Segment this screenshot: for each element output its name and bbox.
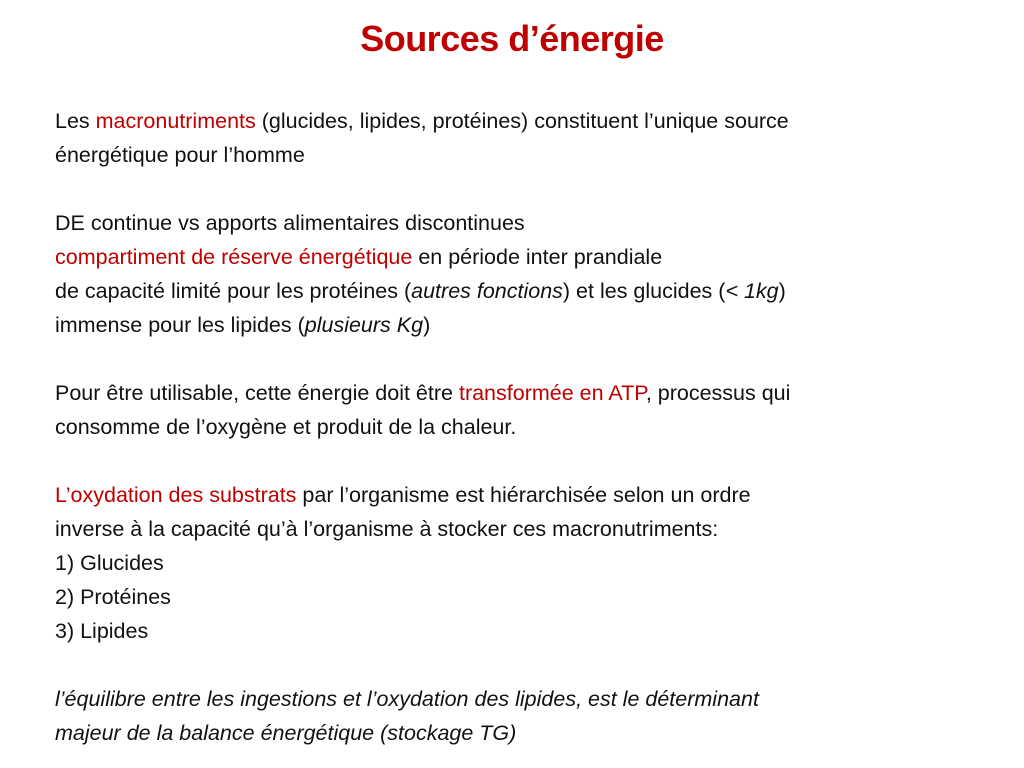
p3-line-1 <box>55 376 985 410</box>
p1-line-1 <box>55 104 985 138</box>
text-segment: , processus qui <box>645 381 791 405</box>
text-segment: de capacité limité pour les protéines ( <box>55 279 412 303</box>
p4-line-1 <box>55 478 985 512</box>
slide-title: Sources d’énergie <box>360 18 664 59</box>
italic-segment: autres fonctions <box>411 279 563 303</box>
p2-line-1: DE continue vs apports alimentaires discontinues <box>55 211 525 235</box>
text-segment: Pour être utilisable, cette énergie doit être <box>55 381 459 405</box>
italic-segment: < 1kg <box>725 279 779 303</box>
spacer <box>55 648 985 682</box>
text-segment: ) <box>423 313 431 337</box>
spacer <box>55 172 985 206</box>
italic-segment: plusieurs Kg <box>304 313 424 337</box>
highlight-macronutriments: macronutriments <box>95 109 256 133</box>
spacer <box>55 342 985 376</box>
highlight-atp: transformée en ATP <box>458 381 646 405</box>
p1-line-2: énergétique pour l’homme <box>55 143 305 167</box>
p5-line-2: majeur de la balance énergétique (stockage TG) <box>55 721 517 745</box>
text-segment: ) et les glucides ( <box>562 279 726 303</box>
p2-line-4 <box>55 308 985 342</box>
p3-line-2: consomme de l’oxygène et produit de la chaleur. <box>55 415 517 439</box>
highlight-oxydation: L’oxydation des substrats <box>55 483 297 507</box>
text-segment: en période inter prandiale <box>412 245 663 269</box>
text-segment: par l’organisme est hiérarchisée selon un ordre <box>296 483 751 507</box>
list-item: 3) Lipides <box>55 619 149 643</box>
p2-line-2 <box>55 240 985 274</box>
highlight-reserve: compartiment de réserve énergétique <box>55 245 413 269</box>
list-item: 2) Protéines <box>55 585 171 609</box>
spacer <box>55 444 985 478</box>
text-segment: (glucides, lipides, protéines) constituent l’unique source <box>255 109 789 133</box>
slide-body <box>55 104 985 750</box>
text-segment: immense pour les lipides ( <box>55 313 305 337</box>
text-segment: Les <box>55 109 96 133</box>
p2-line-3 <box>55 274 985 308</box>
list-item: 1) Glucides <box>55 551 164 575</box>
p4-line-2: inverse à la capacité qu’à l’organisme à stocker ces macronutriments: <box>55 517 719 541</box>
text-segment: ) <box>778 279 786 303</box>
p5-line-1: l’équilibre entre les ingestions et l’oxydation des lipides, est le déterminant <box>55 687 759 711</box>
